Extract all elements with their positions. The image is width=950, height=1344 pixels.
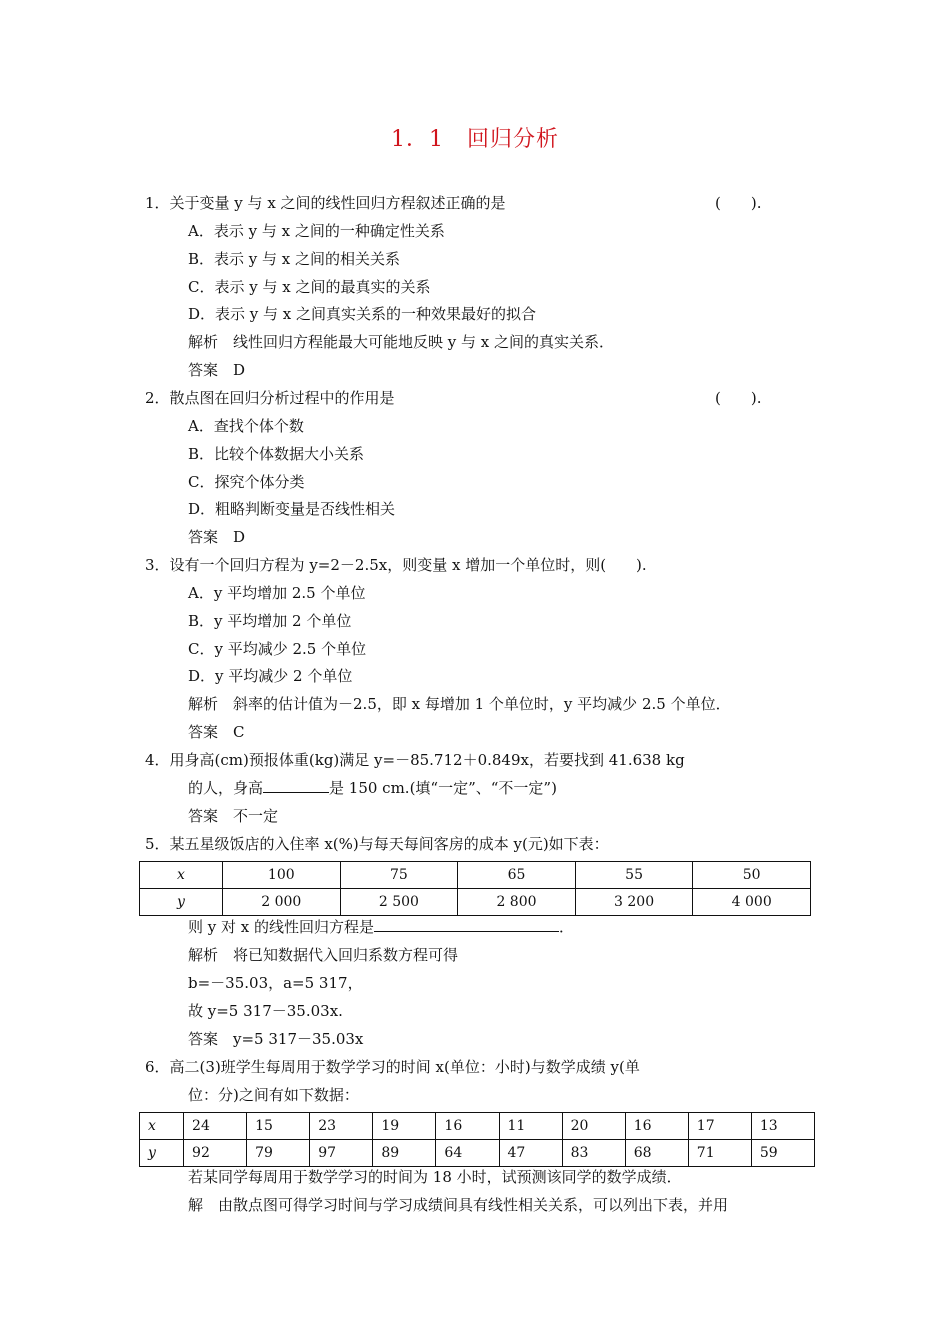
table-cell: 2 000 <box>223 889 341 916</box>
q2-paren: ( ). <box>715 389 762 407</box>
q1-option-d: D．表示 y 与 x 之间真实关系的一种效果最好的拟合 <box>188 305 537 323</box>
q6-stem: 6．高二(3)班学生每周用于数学学习的时间 x(单位：小时)与数学成绩 y(单 <box>145 1058 640 1076</box>
table-cell: 24 <box>184 1113 247 1140</box>
q2-stem: 2．散点图在回归分析过程中的作用是 <box>145 389 395 407</box>
page-title: 1．1 回归分析 <box>391 127 559 152</box>
q5-answer: 答案 y=5 317－35.03x <box>188 1030 364 1048</box>
q2-option-d: D．粗略判断变量是否线性相关 <box>188 500 396 518</box>
q1-option-b: B．表示 y 与 x 之间的相关关系 <box>188 250 401 268</box>
q4-answer-blank[interactable] <box>263 778 329 793</box>
q4-stem: 4．用身高(cm)预报体重(kg)满足 y=－85.712＋0.849x，若要找到 41.638 kg <box>145 751 685 769</box>
q2-option-a: A．查找个体个数 <box>188 417 304 435</box>
q5-stem: 5．某五星级饭店的入住率 x(%)与每天每间客房的成本 y(元)如下表： <box>145 835 609 853</box>
q1-analysis: 解析 线性回归方程能最大可能地反映 y 与 x 之间的真实关系． <box>188 333 615 351</box>
table-cell-x-label: x <box>140 1113 184 1140</box>
q2-option-c: C．探究个体分类 <box>188 473 305 491</box>
q5-line2: 故 y=5 317－35.03x. <box>188 1002 343 1020</box>
q3-analysis: 解析 斜率的估计值为－2.5，即 x 每增加 1 个单位时，y 平均减少 2.5 个单位． <box>188 695 731 713</box>
q5-after-part2: ． <box>559 918 575 936</box>
table-cell: 23 <box>310 1113 373 1140</box>
table-cell: 64 <box>436 1140 499 1167</box>
table-cell: 68 <box>625 1140 688 1167</box>
q6-after: 若某同学每周用于数学学习的时间为 18 小时，试预测该同学的数学成绩． <box>188 1168 682 1186</box>
table-cell: 89 <box>373 1140 436 1167</box>
q5-after <box>188 916 574 938</box>
table-cell-x-label: x <box>140 862 223 889</box>
q3-stem: 3．设有一个回归方程为 y=2－2.5x，则变量 x 增加一个单位时，则( ). <box>145 556 647 574</box>
table-cell: 47 <box>499 1140 562 1167</box>
table-cell: 50 <box>693 862 811 889</box>
q2-answer: 答案 D <box>188 528 246 546</box>
q5-line1: b=－35.03，a=5 317， <box>188 974 363 992</box>
q1-option-a: A．表示 y 与 x 之间的一种确定性关系 <box>188 222 445 240</box>
table-cell: 19 <box>373 1113 436 1140</box>
table-row-y <box>140 889 811 916</box>
q1-answer: 答案 D <box>188 361 246 379</box>
table-cell: 92 <box>184 1140 247 1167</box>
table-cell: 16 <box>436 1113 499 1140</box>
table-cell: 17 <box>688 1113 751 1140</box>
table-cell: 20 <box>562 1113 625 1140</box>
table-cell: 100 <box>223 862 341 889</box>
table-cell: 13 <box>751 1113 814 1140</box>
q1-paren: ( ). <box>715 194 762 212</box>
table-cell: 15 <box>247 1113 310 1140</box>
q4-answer: 答案 不一定 <box>188 807 279 825</box>
table-cell: 75 <box>340 862 458 889</box>
table-cell: 71 <box>688 1140 751 1167</box>
table-cell: 11 <box>499 1113 562 1140</box>
q4-stem-part2: 是 150 cm.(填“一定”、“不一定”) <box>329 779 557 797</box>
table-cell-y-label: y <box>140 889 223 916</box>
table-cell: 59 <box>751 1140 814 1167</box>
table-cell: 55 <box>575 862 693 889</box>
q3-answer: 答案 C <box>188 723 245 741</box>
table-cell: 4 000 <box>693 889 811 916</box>
q4-stem-part1: 的人，身高 <box>188 779 264 797</box>
table-cell: 65 <box>458 862 576 889</box>
table-row-y <box>140 1140 815 1167</box>
q3-option-c: C．y 平均减少 2.5 个单位 <box>188 640 367 658</box>
table-cell: 2 800 <box>458 889 576 916</box>
q6-stem-line2: 位：分)之间有如下数据： <box>188 1086 359 1104</box>
q3-option-b: B．y 平均增加 2 个单位 <box>188 612 352 630</box>
q3-option-d: D．y 平均减少 2 个单位 <box>188 667 353 685</box>
table-row-x <box>140 1113 815 1140</box>
table-cell: 79 <box>247 1140 310 1167</box>
q5-answer-blank[interactable] <box>374 917 559 932</box>
q1-option-c: C．表示 y 与 x 之间的最真实的关系 <box>188 278 431 296</box>
q6-solution: 解 由散点图可得学习时间与学习成绩间具有线性相关关系，可以列出下表，并用 <box>188 1196 729 1214</box>
table-cell: 16 <box>625 1113 688 1140</box>
q3-option-a: A．y 平均增加 2.5 个单位 <box>188 584 366 602</box>
q5-data-table <box>139 861 811 916</box>
table-cell: 97 <box>310 1140 373 1167</box>
table-cell: 2 500 <box>340 889 458 916</box>
q5-analysis: 解析 将已知数据代入回归系数方程可得 <box>188 946 459 964</box>
q1-stem: 1．关于变量 y 与 x 之间的线性回归方程叙述正确的是 <box>145 194 506 212</box>
q5-after-part1: 则 y 对 x 的线性回归方程是 <box>188 918 375 936</box>
table-cell: 83 <box>562 1140 625 1167</box>
q4-stem-line2 <box>188 777 557 799</box>
q6-data-table <box>139 1112 815 1167</box>
table-cell-y-label: y <box>140 1140 184 1167</box>
q2-option-b: B．比较个体数据大小关系 <box>188 445 365 463</box>
table-row-x <box>140 862 811 889</box>
table-cell: 3 200 <box>575 889 693 916</box>
